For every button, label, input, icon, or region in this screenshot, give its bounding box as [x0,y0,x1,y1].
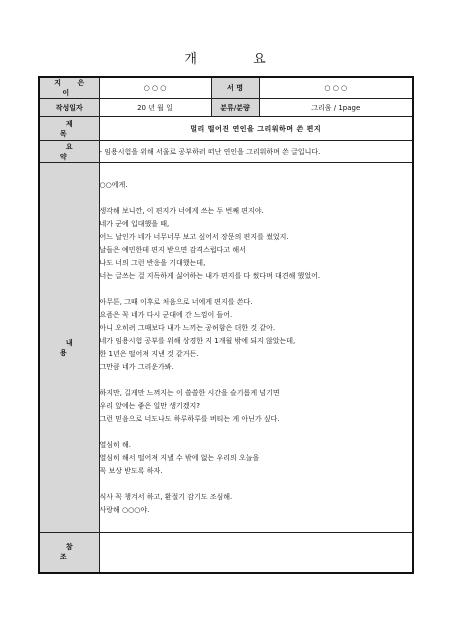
value-author[interactable]: ○ ○ ○ [99,77,211,99]
letter-line: 그런 믿음으로 너도나도 하루하루를 버티는 게 아닌가 싶다. [99,414,280,423]
letter-line: 네가 군에 입대했을 때, [99,219,170,228]
value-summary[interactable]: - 임용시험을 위해 서울로 공부하러 떠난 연인을 그리워하며 쓴 글입니다. [99,141,413,163]
letter-line: 나도 너의 그런 반응을 기대했는데, [99,258,206,267]
letter-line: 사랑해 ○○○야. [99,505,150,514]
letter-line: 열심히 해서 떨어져 지낼 수 밖에 없는 우리의 오늘을 [99,453,260,462]
letter-line: 하지만, 길게만 느껴지는 이 쓸쓸한 시간을 슬기롭게 넘기면 [99,388,280,397]
row-reference [39,533,413,573]
label-subject: 제 목 [39,117,99,141]
value-date[interactable]: 20 년 월 일 [99,99,211,117]
label-signature: 서 명 [211,77,259,99]
label-reference: 참 조 [39,533,99,573]
row-author [39,77,413,99]
value-subject[interactable]: 멀리 떨어진 연인을 그리워하며 쓴 편지 [99,117,413,141]
label-summary: 요 약 [39,141,99,163]
value-reference[interactable] [99,533,413,573]
letter-line: 꼭 보상 받도록 하자. [99,466,163,475]
letter-line: 어느 날인가 네가 너무너무 보고 싶어서 장문의 편지를 썼었지. [99,232,289,241]
letter-line: 그만큼 네가 그리운가봐. [99,362,174,371]
letter-blank-line [100,478,413,491]
outline-form-table [38,76,414,574]
letter-blank-line [100,283,413,296]
letter-line: ○○에게. [99,180,128,189]
row-summary [39,141,413,163]
letter-line: 생각해 보니깐, 이 편지가 너에게 쓰는 두 번째 편지야. [99,206,264,215]
letter-line: 아무튼, 그때 이후로 처음으로 너에게 편지를 쓴다. [99,297,253,306]
letter-line: 열심히 해. [99,440,131,449]
letter-body[interactable] [99,163,413,533]
label-date: 작성일자 [39,99,99,117]
letter-line: 아니 오히려 그때보다 내가 느끼는 공허함은 더한 것 같아. [99,323,276,332]
letter-line: 요즘은 꼭 네가 다시 군대에 간 느낌이 들어. [99,310,233,319]
letter-blank-line [100,374,413,387]
letter-line: 식사 꼭 챙겨서 하고, 환절기 감기도 조심해. [99,492,233,501]
label-category: 분류/분량 [211,99,259,117]
row-subject [39,117,413,141]
letter-blank-line [100,426,413,439]
letter-line: 날들은 예민한데 편지 받으면 감격스럽다고 해서 [99,245,246,254]
letter-line: 네가 임용시험 공부를 위해 상경한 지 1개월 밖에 되지 않았는데, [99,336,296,345]
document-title: 개 요 [184,52,292,67]
label-author: 지 은 이 [39,77,99,99]
row-content [39,163,413,533]
letter-line: 너는 글쓰는 걸 지독하게 싫어하는 내가 편지를 다 썼다며 대견해 했었어. [99,271,321,280]
letter-text [100,179,413,517]
label-content: 내 용 [39,163,99,533]
letter-line: 한 1년은 떨어져 지낸 것 같거든. [99,349,199,358]
row-date [39,99,413,117]
value-category[interactable]: 그리움 / 1page [259,99,413,117]
value-signature[interactable]: ○ ○ ○ [259,77,413,99]
letter-blank-line [100,192,413,205]
letter-line: 우리 앞에는 좋은 일만 생기겠지? [99,401,201,410]
